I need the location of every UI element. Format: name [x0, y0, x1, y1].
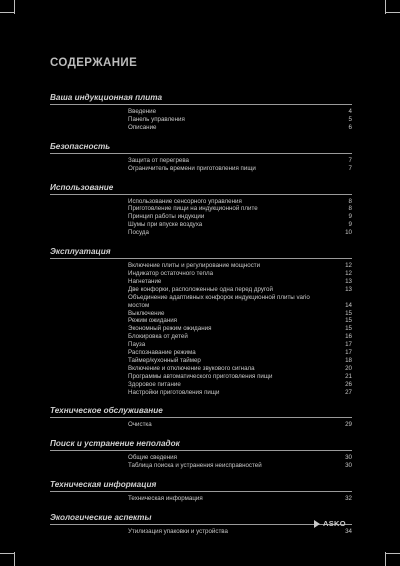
entry-page-number: 9 [348, 221, 352, 229]
entry-page-number: 21 [345, 372, 352, 380]
entry-text: Ограничитель времени приготовления пищи [128, 164, 256, 172]
entry-text: Программы автоматического приготовления пищи [128, 372, 273, 380]
toc-section [50, 92, 352, 132]
entry-text: Шумы при впуске воздуха [128, 221, 203, 229]
entry-text: Распознавание режима [128, 349, 196, 357]
entry-page-number: 7 [348, 164, 352, 172]
entry-text: Посуда [128, 229, 149, 237]
entry-text: Техническая информация [128, 495, 203, 503]
toc-entry[interactable] [50, 341, 352, 349]
brand-logo [314, 519, 346, 528]
entry-text: Настройки приготовления пищи [128, 388, 220, 396]
toc-entry[interactable] [50, 357, 352, 365]
entry-text: Объединение адаптивных конфорок индукционной плиты vario мостом [128, 293, 310, 309]
asko-logo-icon [314, 520, 320, 528]
toc-entry[interactable] [50, 365, 352, 373]
entry-page-number: 7 [348, 156, 352, 164]
entry-page-number: 14 [345, 301, 352, 309]
entry-text: Приготовление пищи на индукционной плите [128, 205, 258, 213]
entry-page-number: 12 [345, 269, 352, 277]
entry-text: Введение [128, 108, 157, 115]
toc-entry[interactable] [50, 286, 352, 294]
entry-page-number: 4 [348, 108, 352, 115]
toc-entry[interactable] [50, 270, 352, 278]
toc-entry[interactable] [50, 262, 352, 270]
section-title: Поиск и устранение неполадок [50, 438, 352, 451]
entry-page-number: 18 [345, 356, 352, 364]
entry-text: Нагнетание [128, 277, 162, 285]
entry-text: Пауза [128, 341, 146, 349]
toc-entry[interactable] [50, 124, 352, 132]
toc-entry[interactable] [50, 389, 352, 397]
entry-page-number: 8 [348, 197, 352, 205]
toc-section [50, 246, 352, 396]
crop-mark [0, 553, 14, 554]
entry-page-number: 32 [345, 495, 352, 503]
toc-entry[interactable] [50, 528, 352, 536]
toc-entry[interactable] [50, 165, 352, 173]
entry-page-number: 26 [345, 380, 352, 388]
entry-page-number: 13 [345, 285, 352, 293]
entry-text: Две конфорки, расположенные одна перед другой [128, 285, 273, 293]
toc-entry[interactable] [50, 221, 352, 229]
toc-entry[interactable] [50, 198, 352, 206]
entry-text: Включение и отключение звукового сигнала [128, 364, 255, 372]
entry-page-number: 6 [348, 123, 352, 131]
toc-section [50, 512, 352, 536]
section-title: Техническое обслуживание [50, 405, 352, 418]
entry-text: Таблица поиска и устранения неисправностей [128, 462, 262, 470]
entry-page-number: 15 [345, 325, 352, 333]
toc-section [50, 479, 352, 503]
toc-entry[interactable] [50, 294, 352, 310]
entry-text: Экономный режим ожидания [128, 325, 212, 333]
entry-page-number: 29 [345, 421, 352, 429]
table-of-contents [50, 92, 352, 545]
section-title: Эксплуатация [50, 246, 352, 259]
crop-mark [14, 552, 15, 566]
toc-section [50, 182, 352, 238]
crop-mark [0, 12, 14, 13]
entry-text: Описание [128, 123, 157, 131]
crop-mark [385, 0, 386, 14]
entry-page-number: 15 [345, 317, 352, 325]
toc-entry[interactable] [50, 116, 352, 124]
entry-page-number: 5 [348, 115, 352, 123]
toc-entry[interactable] [50, 333, 352, 341]
crop-mark [386, 553, 400, 554]
entry-page-number: 10 [345, 229, 352, 237]
entry-page-number: 16 [345, 333, 352, 341]
entry-page-number: 17 [345, 341, 352, 349]
entry-text: Выключение [128, 309, 165, 317]
entry-page-number: 20 [345, 364, 352, 372]
toc-entry[interactable] [50, 157, 352, 165]
section-title: Использование [50, 182, 352, 195]
entry-page-number: 8 [348, 205, 352, 213]
entry-text: Включение плиты и регулирование мощности [128, 262, 261, 270]
entry-text: Блокировка от детей [128, 333, 188, 341]
toc-entry[interactable] [50, 349, 352, 357]
entry-text: Принцип работы индукции [128, 213, 205, 221]
entry-text: Очистка [128, 421, 152, 429]
entry-page-number: 13 [345, 277, 352, 285]
entry-page-number: 15 [345, 309, 352, 317]
crop-mark [14, 0, 15, 14]
toc-entry[interactable] [50, 325, 352, 333]
crop-mark [386, 12, 400, 13]
entry-text: Режим ожидания [128, 317, 178, 325]
entry-text: Общие сведения [128, 454, 177, 462]
section-title: Безопасность [50, 141, 352, 154]
toc-section [50, 405, 352, 429]
toc-entry[interactable] [50, 381, 352, 389]
toc-entry[interactable] [50, 462, 352, 470]
entry-text: Здоровое питание [128, 380, 181, 388]
toc-section [50, 141, 352, 173]
toc-entry[interactable] [50, 229, 352, 237]
section-title: Экологические аспекты [50, 512, 352, 525]
section-title: Техническая информация [50, 479, 352, 492]
entry-text: Защита от перегрева [128, 156, 189, 164]
toc-entry[interactable] [50, 421, 352, 429]
toc-entry[interactable] [50, 373, 352, 381]
entry-page-number: 30 [345, 462, 352, 470]
entry-page-number: 30 [345, 454, 352, 462]
toc-entry[interactable] [50, 278, 352, 286]
toc-entry[interactable] [50, 108, 352, 116]
entry-page-number: 17 [345, 349, 352, 357]
entry-page-number: 34 [345, 528, 352, 536]
toc-entry[interactable] [50, 213, 352, 221]
toc-section [50, 438, 352, 470]
entry-text: Индикатор остаточного тепла [128, 269, 214, 277]
page-title: СОДЕРЖАНИЕ [50, 57, 138, 69]
entry-text: Утилизация упаковки и устройства [128, 528, 228, 536]
entry-page-number: 12 [345, 262, 352, 270]
toc-entry[interactable] [50, 495, 352, 503]
toc-entry[interactable] [50, 317, 352, 325]
entry-page-number: 27 [345, 388, 352, 396]
entry-page-number: 9 [348, 213, 352, 221]
entry-text: Панель управления [128, 115, 185, 123]
brand-name: ASKO [323, 519, 346, 528]
crop-mark [385, 552, 386, 566]
entry-text: Использование сенсорного управления [128, 197, 242, 205]
toc-entry[interactable] [50, 454, 352, 462]
entry-text: Таймер/кухонный таймер [128, 356, 201, 364]
toc-entry[interactable] [50, 205, 352, 213]
section-title: Ваша индукционная плита [50, 92, 352, 105]
toc-entry[interactable] [50, 310, 352, 318]
